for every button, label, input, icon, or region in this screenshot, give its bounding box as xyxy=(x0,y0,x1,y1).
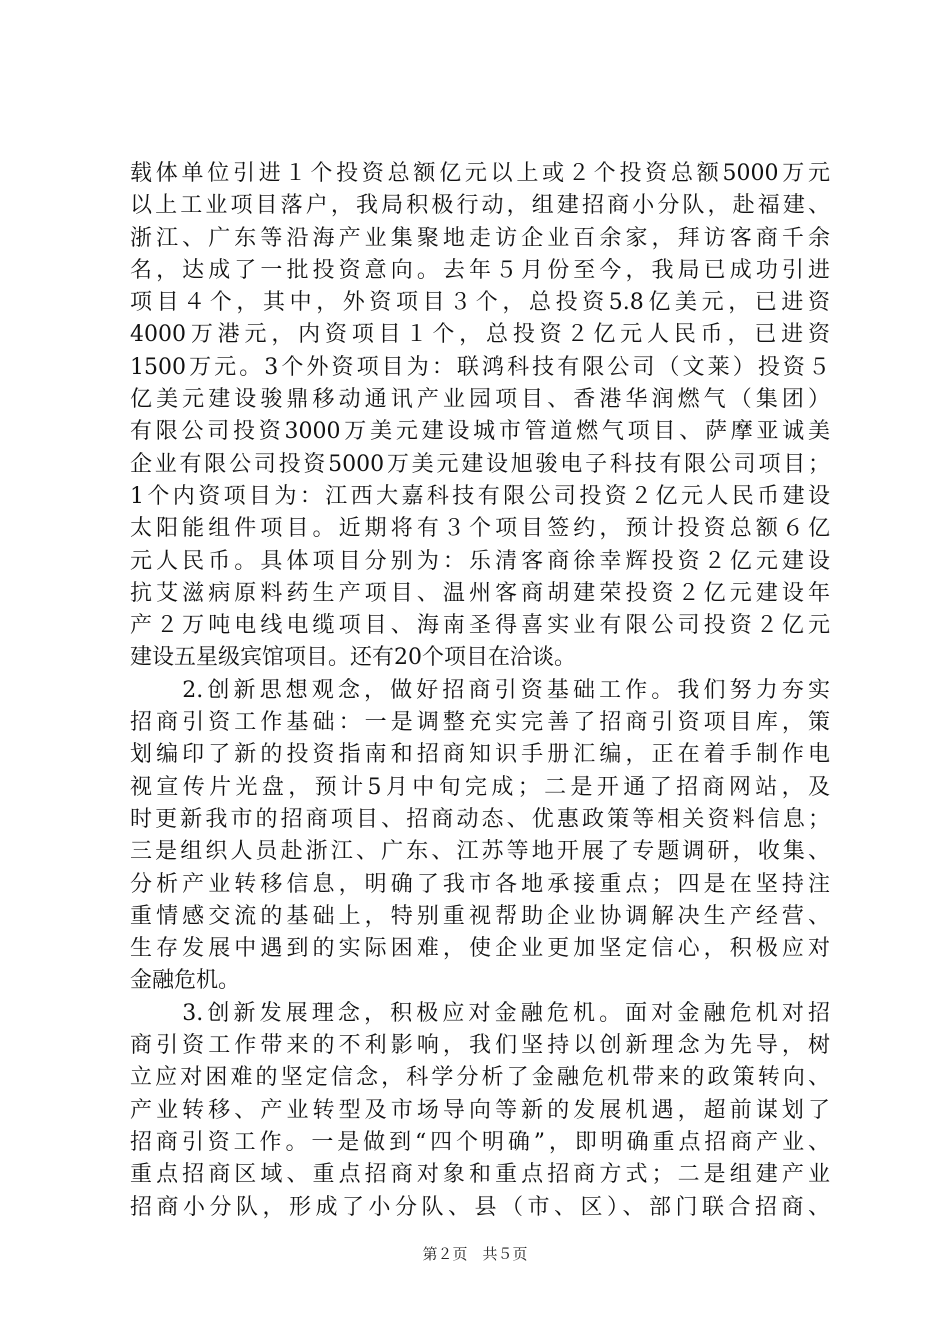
text-line: 三是组织人员赴浙江、广东、江苏等地开展了专题调研，收集、 xyxy=(130,839,830,865)
text-line: 以上工业项目落户，我局积极行动，组建招商小分队，赴福建、 xyxy=(130,193,830,219)
text-line: 抗艾滋病原料药生产项目、温州客商胡建荣投资２亿元建设年 xyxy=(130,580,830,606)
text-line: 名，达成了一批投资意向。去年５月份至今，我局已成功引进 xyxy=(130,257,830,283)
text-line: 载体单位引进１个投资总额亿元以上或２个投资总额5000万元 xyxy=(130,161,830,186)
text-line: 金融危机。 xyxy=(130,968,241,994)
text-line: 招商引资工作。一是做到“四个明确”，即明确重点招商产业、 xyxy=(130,1129,830,1155)
text-line: 企业有限公司投资5000万美元建设旭骏电子科技有限公司项目； xyxy=(130,451,830,477)
text-line: 1个内资项目为：江西大嘉科技有限公司投资２亿元人民币建设 xyxy=(130,483,830,509)
body-text xyxy=(130,158,830,1224)
text-line: 元人民币。具体项目分别为：乐清客商徐幸辉投资２亿元建设 xyxy=(130,548,830,574)
text-line: 划编印了新的投资指南和招商知识手册汇编，正在着手制作电 xyxy=(130,742,830,768)
text-line: 3.创新发展理念，积极应对金融危机。面对金融危机对招 xyxy=(130,1000,830,1026)
text-line: 时更新我市的招商项目、招商动态、优惠政策等相关资料信息； xyxy=(130,806,830,832)
text-line: 2.创新思想观念，做好招商引资基础工作。我们努力夯实 xyxy=(130,677,830,703)
text-line: 有限公司投资3000万美元建设城市管道燃气项目、萨摩亚诚美 xyxy=(130,419,830,445)
page-footer: 第２页 共５页 xyxy=(422,1245,528,1263)
text-line: 亿美元建设骏鼎移动通讯产业园项目、香港华润燃气（集团） xyxy=(130,387,830,413)
text-line: 产业转移、产业转型及市场导向等新的发展机遇，超前谋划了 xyxy=(130,1097,830,1123)
text-line: 商引资工作带来的不利影响，我们坚持以创新理念为先导，树 xyxy=(130,1033,830,1059)
text-line: 生存发展中遇到的实际困难，使企业更加坚定信心，积极应对 xyxy=(130,936,830,962)
text-line: 重点招商区域、重点招商对象和重点招商方式；二是组建产业 xyxy=(130,1162,830,1188)
text-line: 浙江、广东等沿海产业集聚地走访企业百余家，拜访客商千余 xyxy=(130,225,830,251)
text-line: 4000万港元，内资项目１个，总投资２亿元人民币，已进资 xyxy=(130,322,830,348)
text-line: 视宣传片光盘，预计5月中旬完成；二是开通了招商网站，及 xyxy=(130,774,830,800)
text-line: 1500万元。3个外资项目为：联鸿科技有限公司（文莱）投资５ xyxy=(130,354,830,380)
text-line: 立应对困难的坚定信念，科学分析了金融危机带来的政策转向、 xyxy=(130,1065,830,1091)
text-line: 重情感交流的基础上，特别重视帮助企业协调解决生产经营、 xyxy=(130,903,830,929)
text-line: 分析产业转移信息，明确了我市各地承接重点；四是在坚持注 xyxy=(130,871,830,897)
text-line: 招商小分队，形成了小分队、县（市、区）、部门联合招商、 xyxy=(130,1194,830,1220)
text-line: 太阳能组件项目。近期将有３个项目签约，预计投资总额６亿 xyxy=(130,516,830,542)
text-line: 招商引资工作基础：一是调整充实完善了招商引资项目库，策 xyxy=(130,710,830,736)
text-line: 项目４个，其中，外资项目３个，总投资5.8亿美元，已进资 xyxy=(130,290,830,316)
text-line: 建设五星级宾馆项目。还有20个项目在洽谈。 xyxy=(130,645,576,671)
text-line: 产２万吨电线电缆项目、海南圣得喜实业有限公司投资２亿元 xyxy=(130,613,830,639)
